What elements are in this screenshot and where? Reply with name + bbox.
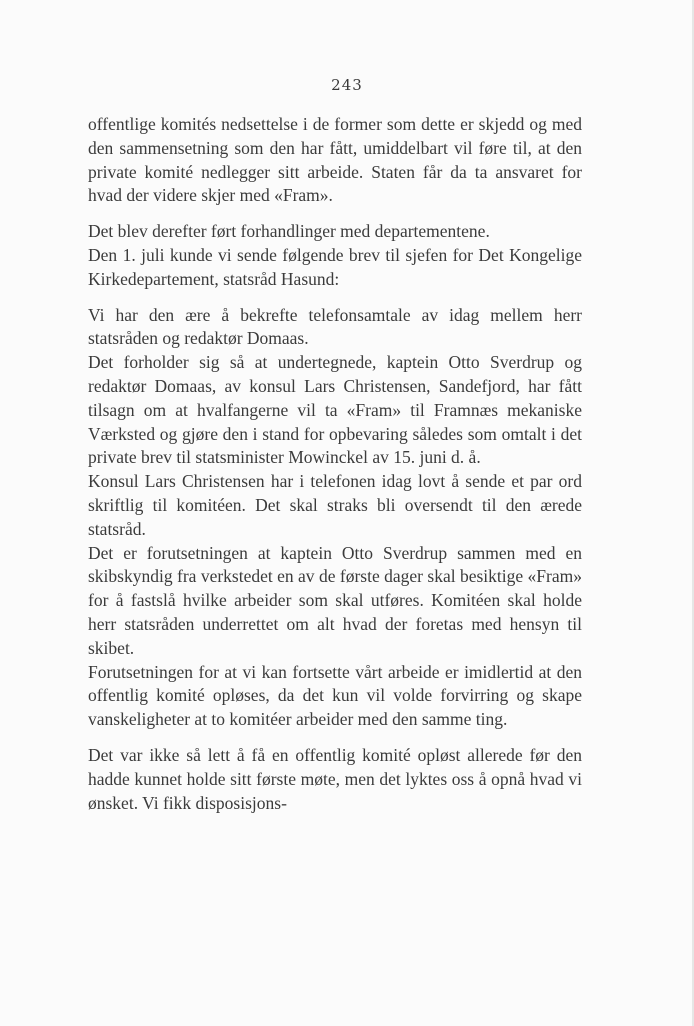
letter-paragraph-3: Konsul Lars Christensen har i telefonen idag lovt å sende et par ord skriftlig til komitéen. Det skal straks bli oversendt til den ærede statsråd.: [88, 471, 582, 539]
paragraph-3: Den 1. juli kunde vi sende følgende brev til sjefen for Det Kongelige Kirkedepartement, statsråd Hasund:: [88, 244, 582, 289]
letter-paragraph-5: Forutsetningen for at vi kan fortsette vårt arbeide er imidlertid at den offentlig komité opløses, da det kun vil volde forvirring og skape vanskeligheter at to komitéer arbeider med den samme ting.: [88, 661, 582, 730]
body-text: [88, 113, 582, 815]
letter-paragraph-4: Det er forutsetningen at kaptein Otto Sverdrup sammen med en skibskyndig fra verkstedet en av de første dager skal besiktige «Fram» for å fastslå hvilke arbeider som skal utføres. Komitéen skal holde herr statsråden underrettet om alt hvad der foretas med hensyn til skibet.: [88, 542, 582, 658]
paragraph-2: Det blev derefter ført forhandlinger med departementene.: [88, 221, 490, 242]
paragraph-1: offentlige komités nedsettelse i de former som dette er skjedd og med den sammensetning som den har fått, umiddelbart vil føre til, at den private komité nedlegger sitt arbeide. Staten får da ta ansvaret for hvad der videre skjer med «Fram».: [88, 114, 582, 206]
letter-paragraph-2: Det forholder sig så at undertegnede, kaptein Otto Sverdrup og redaktør Domaas, av konsul Lars Christensen, Sandefjord, har fått tilsagn om at hvalfangerne vil ta «Fram» til Framnæs mekaniske Værksted og gjøre den i stand for opbevaring således som omtalt i det private brev til statsminister Mowinckel av 15. juni d. å.: [88, 352, 582, 468]
letter-paragraph-1: Vi har den ære å bekrefte telefonsamtale av idag mellem herr statsråden og redaktør Domaas.: [88, 304, 582, 349]
paragraph-closing: Det var ikke så lett å få en offentlig komité opløst allerede før den hadde kunnet holde sitt første møte, men det lyktes oss å opnå hvad vi ønsket. Vi fikk disposisjons-: [88, 744, 582, 813]
page-number: 243: [331, 76, 363, 94]
